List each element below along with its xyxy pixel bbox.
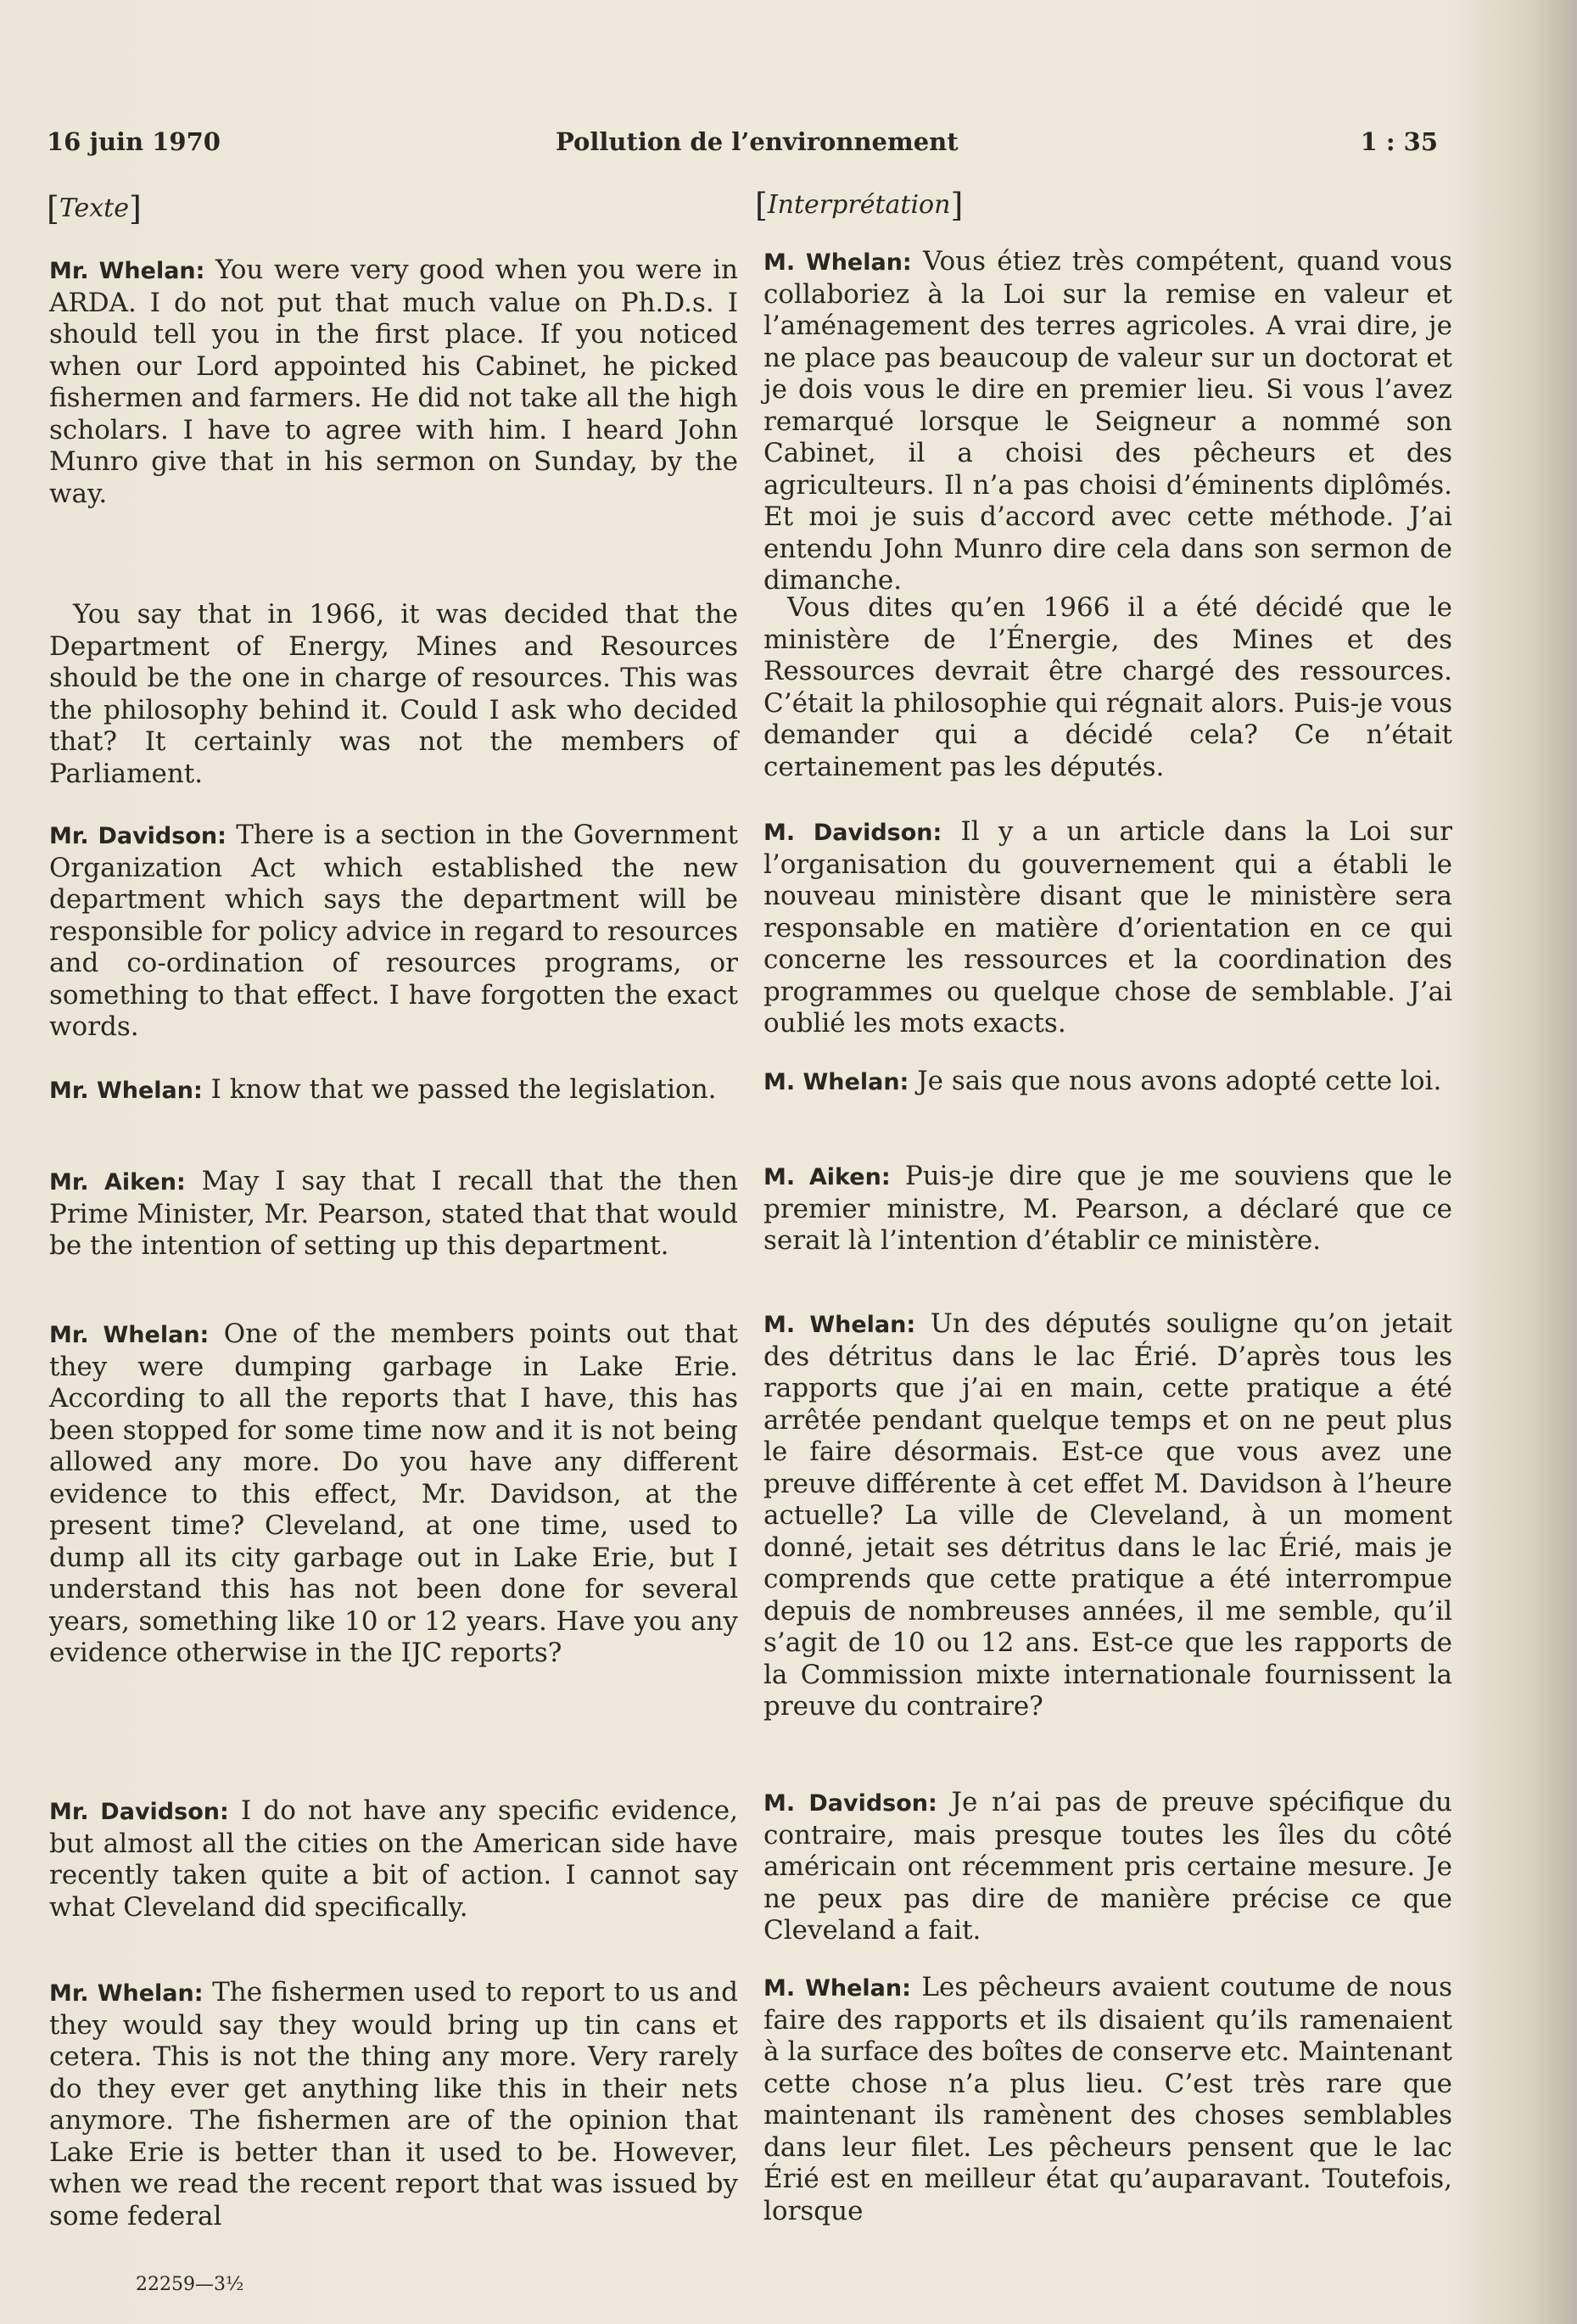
paragraph-text: There is a section in the Government Organization Act which established the new department which says the department will be responsible for policy advice in regard to resources and co-ordination of resources programs, or something to that effect. I have forgotten the exact words.	[49, 820, 738, 1042]
right-paragraph	[763, 246, 1452, 597]
left-column-tag-text: Texte	[59, 193, 129, 223]
left-paragraph	[49, 599, 738, 790]
page-header	[47, 127, 1438, 161]
footer-code: 22259—3½	[136, 2274, 244, 2295]
speaker-name: Mr. Whelan:	[49, 1078, 203, 1104]
paragraph-text: One of the members points out that they were dumping garbage in Lake Erie. According to all the reports that I have, this has been stopped for some time now and it is not being allowed any more. Do you have any different evidence to this effect, Mr. Davidson, at the present time? Cleveland, at one time, used to dump all its city garbage out in Lake Erie, but I understand this has not been done for several years, something like 10 or 12 years. Have you any evidence otherwise in the IJC reports?	[49, 1319, 738, 1668]
paragraph-text: You were very good when you were in ARDA. I do not put that much value on Ph.D.s. I should tell you in the first place. If you noticed when our Lord appointed his Cabinet, he picked fishermen and farmers. He did not take all the high scholars. I have to agree with him. I heard John Munro give that in his sermon on Sunday, by the way.	[49, 255, 738, 509]
right-paragraph	[763, 1308, 1452, 1723]
left-paragraph	[49, 1977, 738, 2232]
left-column-tag: [Texte]	[47, 190, 142, 227]
header-date: 16 juin 1970	[47, 127, 221, 156]
paragraph-text: The fishermen used to report to us and they would say they would bring up tin cans et cetera. This is not the thing any more. Very rarely do they ever get anything like this in their nets anymore. The fishermen are of the opinion that Lake Erie is better than it used to be. However, when we read the recent report that was issued by some federal	[49, 1977, 738, 2232]
right-paragraph	[763, 1787, 1452, 1947]
right-paragraph	[763, 1161, 1452, 1257]
speaker-name: M. Davidson:	[763, 1790, 937, 1817]
header-page-number: 1 : 35	[1360, 127, 1438, 156]
speaker-name: Mr. Davidson:	[49, 1799, 229, 1825]
left-paragraph	[49, 1795, 738, 1924]
speaker-name: M. Whelan:	[763, 249, 912, 276]
right-paragraph	[763, 1972, 1452, 2227]
paragraph-text: You say that in 1966, it was decided that the Department of Energy, Mines and Resources should be the one in charge of resources. This was the philosophy behind it. Could I ask who decided that? It certainly was not the members of Parliament.	[49, 599, 738, 789]
left-paragraph	[49, 1319, 738, 1670]
right-column-tag-text: Interprétation	[767, 190, 951, 220]
paragraph-text: Les pêcheurs avaient coutume de nous faire des rapports et ils disaient qu’ils ramenaient à la surface des boîtes de conserve etc. Maintenant cette chose n’a plus lieu. C’est très rare que maintenant ils ramènent des choses semblables dans leur filet. Les pêcheurs pensent que le lac Érié est en meilleur état qu’auparavant. Toutefois, lorsque	[763, 1972, 1453, 2226]
speaker-name: M. Whelan:	[763, 1312, 916, 1338]
paragraph-text: Vous dites qu’en 1966 il a été décidé que le ministère de l’Énergie, des Mines et des Ressources devrait être chargé des ressources. C’était la philosophie qui régnait alors. Puis-je vous demander qui a décidé cela? Ce n’était certainement pas les députés.	[763, 592, 1452, 782]
left-paragraph	[49, 255, 738, 510]
right-paragraph	[763, 816, 1452, 1040]
right-paragraph	[763, 592, 1452, 783]
paragraph-text: I do not have any specific evidence, but almost all the cities on the American side have recently taken quite a bit of action. I cannot say what Cleveland did specifically.	[49, 1795, 738, 1923]
paragraph-text: Puis-je dire que je me souviens que le premier ministre, M. Pearson, a déclaré que ce serait là l’intention d’établir ce ministère.	[763, 1161, 1452, 1256]
speaker-name: M. Aiken:	[763, 1164, 891, 1190]
paragraph-text: Je sais que nous avons adopté cette loi.	[909, 1066, 1442, 1096]
speaker-name: Mr. Davidson:	[49, 823, 226, 849]
right-paragraph	[763, 1066, 1452, 1099]
paragraph-text: I know that we passed the legislation.	[202, 1074, 717, 1105]
paragraph-text: Je n’ai pas de preuve spécifique du contraire, mais presque toutes les îles du côté américain ont récemment pris certaine mesure. Je ne peux pas dire de manière précise ce que Cleveland a fait.	[763, 1787, 1452, 1946]
speaker-name: Mr. Whelan:	[49, 1322, 210, 1348]
left-paragraph	[49, 1166, 738, 1263]
speaker-name: M. Whelan:	[763, 1975, 911, 2002]
header-title: Pollution de l’environnement	[556, 127, 959, 156]
left-paragraph	[49, 820, 738, 1044]
paragraph-text: Il y a un article dans la Loi sur l’organisation du gouvernement qui a établi le nouveau ministère disant que le ministère sera responsable en matière d’orientation en ce qui concerne les ressources et la coordination des programmes ou quelque chose de semblable. J’ai oublié les mots exacts.	[763, 816, 1452, 1039]
paragraph-text: Un des députés souligne qu’on jetait des détritus dans le lac Érié. D’après tous les rapports que j’ai en main, cette pratique a été arrêtée pendant quelque temps et on ne peut plus le faire désormais. Est-ce que vous avez une preuve différente à cet effet M. Davidson à l’heure actuelle? La ville de Cleveland, à un moment donné, jetait ses détritus dans le lac Érié, mais je comprends que cette pratique a été interrompue depuis de nombreuses années, il me semble, qu’il s’agit de 10 ou 12 ans. Est-ce que les rapports de la Commission mixte internationale fournissent la preuve du contraire?	[763, 1308, 1453, 1722]
paragraph-text: Vous étiez très compétent, quand vous collaboriez à la Loi sur la remise en valeur et l’aménagement des terres agricoles. A vrai dire, je ne place pas beaucoup de valeur sur un doctorat et je dois vous le dire en premier lieu. Si vous l’avez remarqué lorsque le Seigneur a nommé son Cabinet, il a choisi des pêcheurs et des agriculteurs. Il n’a pas choisi d’éminents diplômés. Et moi je suis d’accord avec cette méthode. J’ai entendu John Munro dire cela dans son sermon de dimanche.	[763, 246, 1452, 596]
speaker-name: Mr. Whelan:	[49, 1980, 204, 2007]
speaker-name: Mr. Whelan:	[49, 258, 205, 284]
left-paragraph	[49, 1074, 738, 1107]
paragraph-text: May I say that I recall that the then Prime Minister, Mr. Pearson, stated that that would be the intention of setting up this department.	[49, 1166, 738, 1261]
speaker-name: M. Davidson:	[763, 820, 942, 846]
speaker-name: M. Whelan:	[763, 1069, 909, 1095]
right-column-tag: [Interprétation]	[755, 187, 964, 224]
speaker-name: Mr. Aiken:	[49, 1169, 186, 1196]
